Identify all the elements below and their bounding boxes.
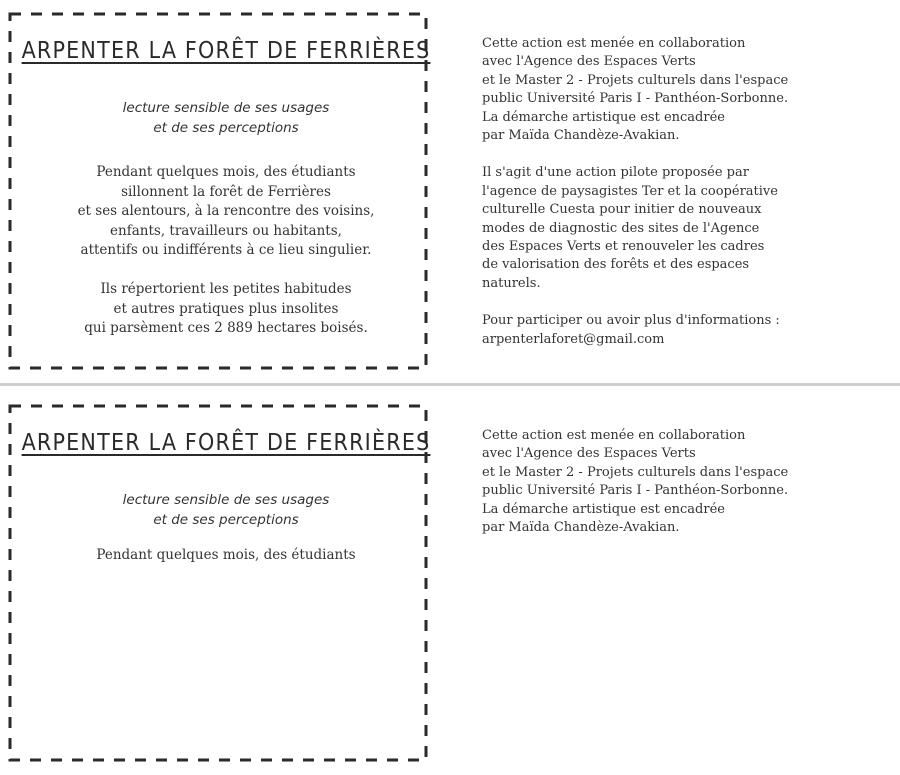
flyer-intro-paragraph: Pendant quelques mois, des étudiants sillonnent la forêt de Ferrières et ses alentours, à la rencontre des voisins, enfants, travailleurs ou habitants, attentifs ou indifférents à ce lieu singulier. [77,164,375,258]
dashed-frame [8,12,431,370]
dashed-border [8,404,428,762]
contact-email: arpenterlaforet@gmail.com [482,331,665,347]
flyer-intro-paragraph: Pendant quelques mois, des étudiants [96,547,356,563]
flyer-title: ARPENTER LA FORÊT DE FERRIÈRES [21,430,431,456]
dashed-frame [8,404,431,762]
pilot-action-paragraph: Il s'agit d'une action pilote proposée par l'agence de paysagistes Ter et la coopérative culturelle Cuesta pour initier de nouveaux modes de diagnostic des sites de l'Agence des Espaces Verts et renouveler les cadres de valorisation des forêts et des espaces naturels. [482,165,778,291]
collaboration-paragraph: Cette action est menée en collaboration avec l'Agence des Espaces Verts et le Master 2 - Projets culturels dans l'espace public Université Paris I - Panthéon-Sorbonne. La démarche artistique est encadrée par Maïda Chandèze-Avakian. [482,428,789,536]
flyer-subtitle: lecture sensible de ses usages et de ses perceptions [122,100,330,136]
flyer-card-bottom [0,392,900,775]
card-divider [0,383,900,386]
flyer-habits-paragraph: Ils répertorient les petites habitudes et autres pratiques plus insolites qui parsèment ces 2 889 hectares boisés. [84,281,368,336]
flyer-subtitle: lecture sensible de ses usages et de ses perceptions [122,492,330,528]
collaboration-paragraph: Cette action est menée en collaboration avec l'Agence des Espaces Verts et le Master 2 - Projets culturels dans l'espace public Université Paris I - Panthéon-Sorbonne. La démarche artistique est encadrée par Maïda Chandèze-Avakian. [482,36,789,144]
flyer-title: ARPENTER LA FORÊT DE FERRIÈRES [21,38,431,64]
flyer-card-top [0,0,900,383]
contact-paragraph: Pour participer ou avoir plus d'informations : arpenterlaforet@gmail.com [482,312,892,349]
flyer-right-column [482,427,892,556]
flyer-right-column [482,35,892,368]
